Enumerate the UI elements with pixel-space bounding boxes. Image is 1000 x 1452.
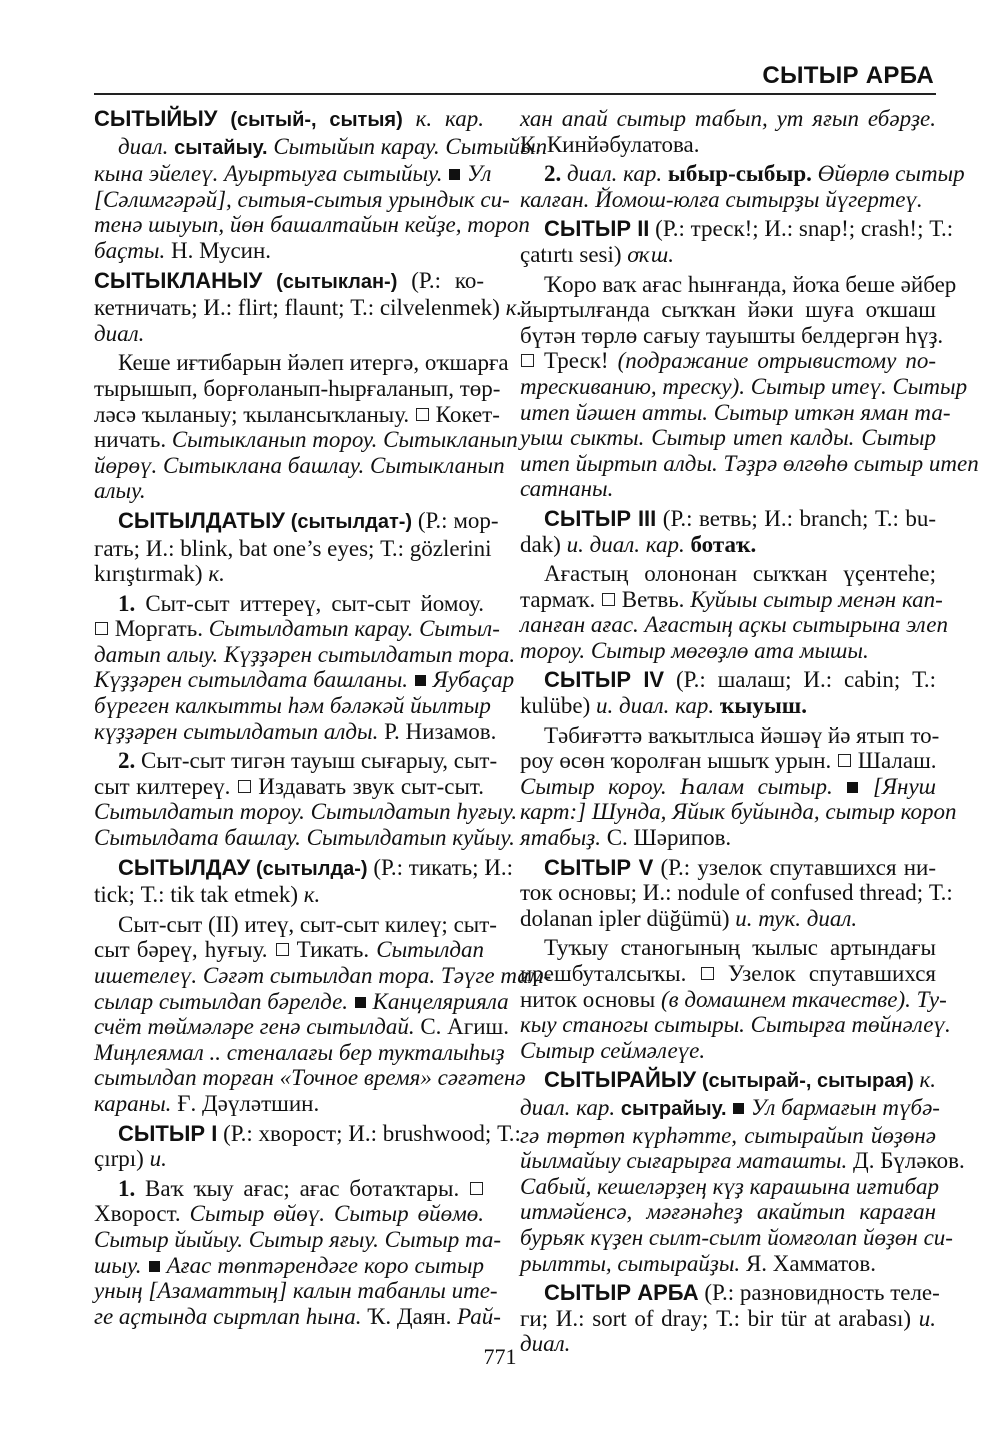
right-line	[520, 1251, 936, 1277]
text-segment: и.	[149, 1146, 167, 1172]
text-segment: баҫты.	[94, 237, 166, 263]
text-segment: К. Кинйәбулатова.	[520, 131, 700, 157]
right-line	[520, 373, 968, 400]
quotation-marker-icon	[415, 675, 426, 686]
quotation-marker-icon	[847, 782, 858, 793]
right-line	[520, 106, 936, 132]
right-line	[520, 667, 936, 693]
headword: СЫТЫР IV	[544, 667, 665, 693]
text-segment: Сыт-сыт тигән тауыш сығарыу, сыт-	[135, 748, 498, 774]
text-segment: (Р.: треск!; И.: snap!; crash!; Т.:	[649, 216, 954, 242]
right-line	[520, 586, 943, 613]
right-line	[520, 906, 936, 932]
quotation-marker-icon	[733, 1103, 744, 1114]
left-line	[94, 1091, 484, 1117]
right-line	[520, 532, 936, 558]
text-segment: сыт бәреү, һуғыу.	[94, 937, 275, 963]
right-line	[520, 961, 936, 987]
text-segment: уыш сыкты. Сытыр итеп калды. Сытыр	[520, 425, 936, 451]
left-line	[94, 350, 509, 376]
text-segment: сатнаны.	[520, 476, 614, 502]
right-line	[520, 187, 936, 213]
left-line	[94, 452, 505, 479]
left-line	[94, 133, 548, 162]
right-line	[520, 161, 965, 187]
text-segment: итеп йәшен атты. Сытыр иткән яман та-	[520, 399, 951, 425]
text-segment: и. диал. кар.	[596, 693, 715, 719]
headword: СЫТЫРАЙЫУ	[544, 1067, 697, 1093]
right-line	[520, 825, 936, 851]
headword: СЫТЫЙЫУ	[94, 106, 218, 131]
quotation-marker-icon	[355, 997, 366, 1008]
left-line	[94, 667, 515, 693]
right-line	[520, 638, 936, 664]
right-line	[520, 297, 936, 323]
left-line	[94, 1146, 484, 1172]
left-line	[94, 774, 484, 800]
text-segment	[403, 106, 416, 131]
right-line	[520, 242, 936, 268]
left-line	[94, 478, 484, 504]
text-segment: ги; И.: sort of dray; Т.: bir tür at arabası)	[520, 1305, 919, 1331]
text-segment: итеп йыртып алды. Тәҙрә өлгөһө сытыр итеп	[520, 450, 979, 476]
text-segment: Д. Бүләков.	[847, 1148, 965, 1174]
text-segment: роу өсөн ҡоролған ышыҡ урын.	[520, 748, 838, 774]
text-segment: ҡыуыш.	[719, 693, 807, 719]
text-segment: Моргать.	[109, 616, 209, 642]
text-segment: çırpı)	[94, 1146, 150, 1172]
left-line	[94, 375, 501, 402]
right-line	[520, 476, 936, 502]
text-segment: ишетелеү. Сәғәт сытылдап тора. Тәүге там-	[94, 963, 552, 988]
text-segment: Тикать.	[289, 937, 377, 963]
text-segment: хан апай сытыр табып, ут яғып ебәрҙе.	[520, 106, 936, 131]
text-segment: ничать.	[94, 427, 172, 453]
text-segment: Рай-	[457, 1303, 501, 1329]
text-segment: сытрайыу.	[620, 1097, 727, 1120]
text-segment: [Януш	[872, 773, 937, 799]
russian-equivalent-marker-icon	[521, 354, 534, 367]
text-segment: ботаҡ.	[690, 531, 757, 557]
left-line	[94, 401, 500, 428]
text-segment: и.	[918, 1305, 936, 1331]
text-segment: С. Шәрипов.	[600, 825, 732, 851]
text-segment: Р. Низамов.	[378, 718, 497, 744]
text-segment: Туҡыу станогының ҡылыс артындағы	[544, 935, 936, 961]
text-segment	[141, 1253, 147, 1278]
running-head: СЫТЫР АРБА	[762, 62, 934, 89]
text-segment: күҙҙәрен сытылдатып алды.	[94, 718, 379, 744]
left-line	[94, 1176, 484, 1202]
text-segment: Сытыр өйөү. Сытыр өйөмө.	[189, 1201, 484, 1227]
text-segment: оҡш.	[627, 241, 675, 267]
text-segment: Тәбиғәттә ваҡытлыса йәшәү йә ятып то-	[544, 722, 940, 748]
text-segment: Куйыы сытыр менән кап-	[690, 586, 943, 612]
text-segment: гә төртөп күрһәтте, сытырайып йөҙөнә	[520, 1122, 936, 1148]
text-segment: сытылдап торған «Точное время» сәғәтенә	[94, 1065, 526, 1091]
left-line	[94, 937, 484, 963]
right-line	[520, 322, 944, 349]
russian-equivalent-marker-icon	[470, 1182, 483, 1195]
text-segment: (Р.: тикать; И.:	[367, 854, 514, 880]
text-segment: ге аҫтында сыртлап һына.	[94, 1303, 362, 1329]
text-segment: сылар сытылдап бәрелде.	[94, 988, 349, 1014]
russian-equivalent-marker-icon	[701, 967, 714, 980]
text-segment: Сытыйып карау. Сытыйып	[273, 133, 548, 159]
text-segment: [Сәлимгәрәй], сытыя-сытыя урындык си-	[94, 186, 510, 212]
right-line	[520, 1094, 940, 1123]
left-line	[94, 321, 484, 347]
text-segment: Ул	[467, 161, 492, 187]
text-segment: Сытыр короу. Һалам сытыр.	[520, 773, 833, 799]
text-segment: бурьяк күҙен сылт-сылт йомғолап йөҙөн си-	[520, 1224, 953, 1250]
text-segment: Ветвь.	[615, 586, 691, 612]
left-line	[94, 641, 516, 668]
text-segment: Сытыр йыйыу. Сытыр яғыу. Сытыр та-	[94, 1226, 502, 1252]
text-segment: (Р.: узелок спутавшихся ни-	[653, 854, 936, 880]
text-segment: Күҙҙәрен сытылдата башланы.	[94, 667, 409, 693]
text-segment: kırıştırmak)	[94, 561, 209, 587]
left-line	[94, 186, 510, 213]
text-segment: Сытылдап	[376, 937, 485, 963]
right-column	[520, 106, 979, 1357]
text-segment: dak)	[520, 531, 567, 557]
right-line	[520, 132, 936, 158]
text-segment: (Р.: ко-	[397, 267, 484, 293]
text-segment: Ғ. Дәүләтшин.	[171, 1090, 320, 1116]
text-segment: Сытылдатып карау. Сытыл-	[208, 616, 500, 642]
text-segment: Сытылдата башлау. Сытылдатып куйыу.	[94, 825, 515, 851]
right-line	[520, 1173, 940, 1200]
text-segment: тырышып, борғоланып-һырғаланып, төр-	[94, 375, 501, 401]
left-line	[94, 988, 509, 1015]
text-segment: к.	[919, 1067, 936, 1093]
left-line	[94, 535, 492, 562]
right-line	[520, 693, 936, 719]
text-segment: Кокет-	[429, 401, 500, 427]
right-line	[520, 348, 936, 374]
right-line	[520, 450, 979, 477]
left-line	[94, 854, 514, 883]
text-segment: ток основы; И.: nodule of confused thread; Т.:	[520, 880, 953, 906]
text-segment: (сытырай-, сытырая)	[701, 1070, 914, 1093]
text-segment: tick; Т.: tik tak etmek)	[94, 882, 304, 908]
left-line	[94, 748, 498, 774]
text-segment	[859, 774, 873, 799]
text-segment: Хворост.	[94, 1201, 190, 1227]
text-segment: ләсә ҡыланыу; ҡылансыҡланыу.	[94, 401, 415, 427]
text-segment: Сыт-сыт (II) итеү, сыт-сыт килеү; сыт-	[118, 911, 497, 937]
left-line	[94, 1039, 505, 1066]
text-segment: бүтән төрлө сағыу тауышты белдергән һүҙ.	[520, 322, 944, 348]
right-line	[520, 612, 948, 638]
text-segment: карт:] Шунда, Яйык буйында, сытыр короп	[520, 799, 957, 825]
text-segment: С. Агиш.	[414, 1014, 509, 1040]
text-segment: Сыт-сыт иттереү, сыт-сыт йомоу.	[135, 590, 484, 616]
quotation-marker-icon	[149, 1261, 160, 1272]
text-segment: ниток основы	[520, 986, 661, 1012]
text-segment: тенә шыуып, йөн башалтайын кейҙе, тороп	[94, 212, 530, 238]
text-segment: кына эйелеү. Ауыртыуға сытыйыу.	[94, 161, 443, 187]
text-segment: (сытыклан-)	[276, 270, 398, 293]
text-segment: 2.	[118, 748, 136, 774]
left-line	[94, 799, 518, 825]
right-line	[520, 1148, 965, 1174]
right-line	[520, 748, 936, 774]
text-segment: 1.	[118, 590, 136, 616]
headword: СЫТЫР II	[544, 216, 650, 242]
text-segment: йөрөү. Сытыклана башлау. Сытыкланып	[94, 452, 505, 478]
text-segment: Миңлеямал .. стеналағы бер тукталыһыҙ	[94, 1039, 505, 1065]
left-line	[94, 1253, 484, 1279]
left-line	[94, 718, 497, 745]
left-line	[94, 1065, 526, 1091]
text-segment: ирешбуталсыҡы.	[520, 961, 700, 986]
right-line	[520, 1280, 940, 1306]
russian-equivalent-marker-icon	[838, 754, 851, 767]
right-line	[520, 986, 947, 1013]
text-segment: Сабый, кешеләрҙең күҙ карашына иғтибар	[520, 1173, 940, 1199]
headword: СЫТЫР АРБА	[544, 1280, 699, 1306]
left-line	[94, 507, 499, 536]
text-segment: Ваҡ ҡыу ағас; ағас ботаҡтары.	[135, 1175, 469, 1201]
text-segment: диал. кар.	[567, 161, 663, 187]
text-segment: Шалаш.	[852, 748, 937, 774]
text-segment: кыу станогы сытыры. Сытырға төйнәлеү.	[520, 1012, 951, 1038]
right-line	[520, 1038, 936, 1064]
left-line	[94, 1303, 501, 1330]
right-line	[520, 1199, 936, 1225]
text-segment: (сытый-, сытыя)	[230, 109, 403, 131]
text-segment	[833, 774, 847, 799]
right-line	[520, 271, 957, 298]
left-line	[94, 427, 518, 453]
left-line	[94, 561, 484, 587]
text-segment: 1.	[118, 1175, 136, 1201]
left-line	[94, 295, 523, 321]
headword: СЫТЫЛДАУ	[118, 854, 251, 880]
left-line	[94, 1120, 521, 1147]
right-line	[520, 399, 951, 426]
text-segment: Сытыр сеймәлеүе.	[520, 1037, 706, 1063]
text-segment: сыт килтереү.	[94, 773, 237, 799]
text-segment: Треск!	[535, 348, 618, 374]
right-line	[520, 1012, 951, 1038]
russian-equivalent-marker-icon	[602, 593, 615, 606]
text-segment: Издавать звук сыт-сыт.	[251, 773, 484, 799]
text-segment: Сытылдатып тороу. Сытылдатып һуғыу.	[94, 799, 518, 825]
text-segment: и. тук. диал.	[735, 905, 858, 931]
left-line	[94, 616, 500, 642]
text-segment: уның [Азаматтың] калын табанлы ите-	[94, 1278, 498, 1304]
text-segment: (в домашнем ткачестве). Ту-	[660, 986, 947, 1012]
text-segment: (Р.: разновидность теле-	[698, 1280, 940, 1306]
text-segment: йылмайыу сығарырға маташты.	[520, 1148, 848, 1174]
text-segment: караны.	[94, 1090, 172, 1116]
russian-equivalent-marker-icon	[238, 780, 251, 793]
right-line	[520, 799, 957, 825]
russian-equivalent-marker-icon	[276, 943, 289, 956]
left-line	[94, 963, 552, 989]
text-segment	[217, 106, 230, 131]
text-segment: рылтты, сытырайҙы.	[520, 1250, 741, 1276]
right-line	[520, 561, 936, 587]
text-segment: Ҡ. Даян.	[361, 1303, 458, 1329]
left-line	[94, 693, 491, 719]
quotation-marker-icon	[449, 169, 460, 180]
text-segment: сытайыу.	[174, 136, 268, 159]
text-segment: Ағас төптәрендәге коро сытыр	[166, 1252, 484, 1278]
text-segment: Ҡоро ваҡ ағас һынғанда, йоҡа беше әйбер	[544, 271, 957, 297]
text-segment: Ағастың олононан сыҡҡан үҫентеhe;	[544, 561, 936, 587]
right-line	[520, 880, 953, 906]
text-segment: Яубаҫар	[432, 667, 515, 693]
text-segment	[727, 1095, 733, 1120]
text-segment	[443, 161, 449, 186]
text-segment: (сытылда-)	[256, 857, 368, 880]
left-line	[94, 268, 484, 296]
text-segment: и. диал. кар.	[566, 531, 685, 557]
text-segment: тороу. Сытыр мөгөҙлө ата мышы.	[520, 637, 869, 663]
headword: СЫТЫР III	[544, 505, 657, 531]
text-segment: (Р.: ветвь; И.: branch; Т.: bu-	[656, 505, 936, 531]
right-line	[520, 855, 936, 881]
text-segment: Узелок спутавшихся	[714, 961, 936, 986]
headword: СЫТЫЛДАТЫУ	[118, 507, 285, 533]
text-segment: ятабыҙ.	[520, 825, 601, 851]
text-segment: тармаҡ.	[520, 586, 601, 612]
header-rule	[94, 93, 936, 95]
left-line	[94, 882, 484, 908]
text-segment: Я. Хамматов.	[740, 1250, 877, 1276]
left-line	[94, 825, 515, 851]
right-line	[520, 774, 936, 800]
right-line	[520, 1306, 936, 1332]
right-line	[520, 506, 936, 532]
text-segment: Ул бармағын түбә-	[751, 1094, 940, 1120]
russian-equivalent-marker-icon	[416, 408, 429, 421]
text-segment	[408, 667, 414, 692]
text-segment: датып алыу. Күҙҙәрен сытылдатып тора.	[94, 641, 516, 667]
text-segment: диал.	[94, 320, 145, 346]
text-segment: Канцелярияла	[372, 988, 509, 1014]
text-segment: диал.	[118, 133, 169, 159]
left-line	[94, 1014, 509, 1040]
text-segment: к.	[303, 882, 321, 908]
text-segment: Өйөрлө сытыр	[817, 161, 965, 187]
right-line	[520, 1224, 953, 1251]
page-number: 771	[483, 1344, 517, 1369]
text-segment: диал.	[520, 1331, 571, 1357]
left-line	[94, 591, 484, 617]
left-line	[94, 1201, 484, 1227]
text-segment: ланған ағас. Ағастың аҫкы сытырына элеп	[520, 612, 948, 638]
text-segment	[348, 989, 354, 1014]
text-segment: dolanan ipler düğümü)	[520, 905, 736, 931]
text-segment	[262, 268, 276, 293]
text-segment: к.	[505, 295, 523, 321]
right-line	[520, 722, 940, 749]
russian-equivalent-marker-icon	[95, 622, 108, 635]
right-line	[520, 216, 954, 242]
text-segment: диал. кар.	[520, 1094, 616, 1120]
text-segment: счёт төймәләре генә сытылдай.	[94, 1014, 415, 1040]
text-segment: çatırtı sesi)	[520, 241, 628, 267]
right-line	[520, 425, 936, 451]
text-segment: Кеше иғтибарын йәлеп итергә, оҡшарға	[118, 350, 509, 376]
right-line	[520, 935, 936, 961]
text-segment: кетничать; И.: flirt; flaunt; Т.: cilvelenmek)	[94, 295, 506, 321]
text-segment: (Р.: хворост; И.: brushwood; Т.:	[217, 1120, 521, 1146]
text-segment: (сытылдат-)	[290, 510, 413, 533]
text-segment: к. кар.	[415, 106, 484, 131]
left-line	[94, 1226, 502, 1253]
text-segment: kulübe)	[520, 693, 597, 719]
text-segment: (подражание отрывистому по-	[617, 348, 937, 374]
headword: СЫТЫКЛАНЫУ	[94, 267, 263, 293]
text-segment: 2.	[544, 161, 562, 187]
text-segment: трескиванию, треску). Сытыр итеү. Сытыр	[520, 373, 968, 399]
right-line	[520, 1123, 936, 1149]
text-segment: (Р.: шалаш; И.: cabin; Т.:	[664, 667, 936, 693]
text-segment: ыбыр-сыбыр.	[667, 161, 812, 187]
text-segment: итмәйенсә, мәғәнәһеҙ акайтып караған	[520, 1199, 936, 1225]
text-segment: Сытыкланып тороу. Сытыкланып	[171, 427, 518, 453]
text-segment: шыу.	[94, 1252, 142, 1278]
left-line	[94, 161, 492, 187]
text-segment: калған. Йомош-юлға сытырҙы йүгертеү.	[520, 186, 923, 212]
left-line	[94, 106, 484, 134]
headword: СЫТЫР I	[118, 1120, 218, 1146]
headword: СЫТЫР V	[544, 854, 654, 880]
text-segment: гать; И.: blink, bat one’s eyes; Т.: gözlerini	[94, 535, 492, 561]
left-line	[94, 238, 484, 264]
right-line	[520, 1067, 936, 1095]
left-line	[94, 212, 530, 238]
text-segment: алыу.	[94, 478, 146, 504]
text-segment: бүреген калкытты һәм бәләкәй йылтыр	[94, 693, 491, 719]
left-line	[94, 1278, 498, 1304]
text-segment: Н. Мусин.	[165, 237, 272, 263]
text-segment: (Р.: мор-	[412, 507, 499, 533]
text-segment: йыртылғанда сыҡҡан йәки шуға оҡшаш	[520, 297, 936, 323]
left-line	[94, 911, 497, 938]
text-segment: к.	[208, 561, 225, 587]
